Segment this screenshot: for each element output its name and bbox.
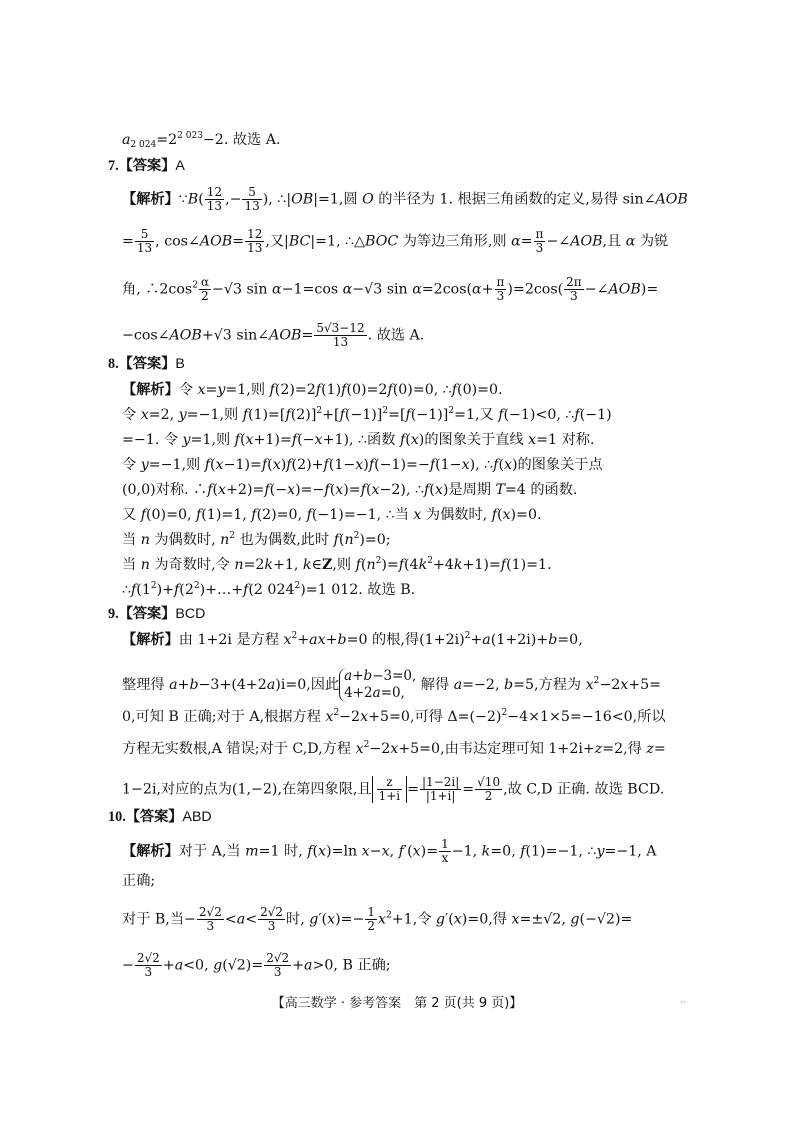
page-footer: 【高三数学 · 参考答案 第 2 页(共 9 页)】: [271, 996, 523, 1011]
question-8-explanation-line-1: 【解析】令 x=y=1,则 f(2)=2f(1)f(0)=2f(0)=0, ∴f(0)=0.: [122, 382, 503, 398]
question-9-explanation-line-3: 0,可知 B 正确;对于 A,根据方程 $x^2-2x+5=0$,可得 $\Delta=(-2)^2-4\times 1\times 5=-16<0$,所以: [122, 708, 666, 725]
question-10-answer-heading: 10.【答案】ABD: [108, 809, 212, 825]
question-9-explanation-line-5: 1−2i,对应的点为(1,−2),在第四象限,且 $\frac{z}{1+i}$ = $\frac{|1-2i|}{|1+i|}$ = $\frac{√10}{2}$ ,故 C,D 正确. 故选 BCD.: [122, 775, 665, 803]
question-7-answer-heading: 7.【答案】A: [108, 158, 185, 174]
question-8-answer-heading: 8.【答案】B: [108, 356, 185, 372]
question-8-explanation-line-4: 令 y=−1,则 f(x−1)=f(x)f(2)+f(1−x)f(−1)=−f(1−x), ∴f(x)的图象关于点: [122, 457, 603, 473]
question-9-explanation-line-4: 方程无实数根,A 错误;对于 C,D,方程 $x^2-2x+5=0$,由韦达定理可知 1+2i+z=2,得 z=: [122, 740, 666, 757]
corner-mark: ··: [680, 998, 686, 1008]
question-8-explanation-line-8: 当 n 为奇数时,令 n=2k+1, k∈Z,则 $f(n^2)=f(4k^2+4k+1)=f(1)=1$.: [122, 556, 552, 573]
question-10-explanation-line-3: 对于 B,当− $\frac{2√2}{3}$ <a< $\frac{2√2}{3}$ 时, g′(x)=− $\frac{1}{2}$ $x^2+1$,令 g′(x)=0,得 x=±√2, g(−√2)=: [122, 905, 633, 933]
question-8-explanation-line-2: 令 x=2, y=−1,则 $f(1)=[f(2)]^2+[f(-1)]^2=[f(-1)]^2=1$,又 f(−1)<0, ∴f(−1): [122, 406, 612, 423]
question-8-explanation-line-9: $\therefore f(1^2)+f(2^2)+\dots+f(2$ $024^2)=1$ 012. 故选 B.: [122, 581, 416, 598]
question-9-explanation-line-1: 【解析】由 1+2i 是方程 $x^2+ax+b=0$ 的根,得$(1+2i)^2+a(1+2i)+b=0$,: [122, 631, 583, 648]
question-9-answer-heading: 9.【答案】BCD: [108, 606, 206, 622]
question-10-explanation-line-1: 【解析】对于 A,当 m=1 时, f(x)=ln x−x, f′(x)= $\frac{1}{x}$ −1, k=0, f(1)=−1, ∴y=−1, A: [122, 837, 657, 865]
text-line: $a_{2 024}=2^{2 023}-2$. 故选 A.: [122, 131, 281, 150]
question-8-explanation-line-6: 又 f(0)=0, f(1)=1, f(2)=0, f(−1)=−1, ∴当 x 为偶数时, f(x)=0.: [122, 507, 542, 523]
question-7-explanation-line-1: 【解析】∵B( $\frac{12}{13}$ ,− $\frac{5}{13}$ ), ∴|OB|=1,圆 O 的半径为 1. 根据三角函数的定义,易得 sin∠AOB: [122, 185, 688, 213]
question-7-explanation-line-4: −cos∠AOB+√3 sin∠AOB= $\frac{5√3-12}{13}$ . 故选 A.: [122, 321, 425, 349]
question-8-explanation-line-7: 当 n 为偶数时, $n^2$ 也为偶数,此时 $f(n^2)=0$;: [122, 531, 391, 548]
question-8-explanation-line-3: =−1. 令 y=1,则 f(x+1)=f(−x+1), ∴函数 f(x)的图象关于直线 x=1 对称.: [122, 432, 595, 448]
question-8-explanation-line-5: (0,0)对称. ∴f(x+2)=f(−x)=−f(x)=f(x−2), ∴f(x)是周期 T=4 的函数.: [122, 482, 578, 498]
question-10-explanation-line-2: 正确;: [122, 873, 156, 889]
question-7-explanation-line-2: = $\frac{5}{13}$ , cos∠AOB= $\frac{12}{13}$ ,又|BC|=1, ∴△BOC 为等边三角形,则 α= $\frac{\pi}{3}$ −∠AOB,且 α 为锐: [122, 227, 669, 255]
question-10-explanation-line-4: − $\frac{2√2}{3}$ +a<0, g(√2)= $\frac{2√2}{3}$ +a>0, B 正确;: [122, 951, 391, 979]
question-7-explanation-line-3: 角, $\therefore 2\cos^2$ $\frac{\alpha}{2}$ −√3 sin α−1=cos α−√3 sin α=2cos(α+ $\frac{\pi}{3}$ )=2cos( $\frac{2\pi}{3}$ −∠AOB)=: [122, 275, 659, 303]
question-9-explanation-line-2: 整理得 a+b−3+(4+2a)i=0,因此a+b−3=0, 4+2a=0, 解得 a=−2, b=5,方程为 $x^2-2x+5=$: [122, 668, 662, 701]
